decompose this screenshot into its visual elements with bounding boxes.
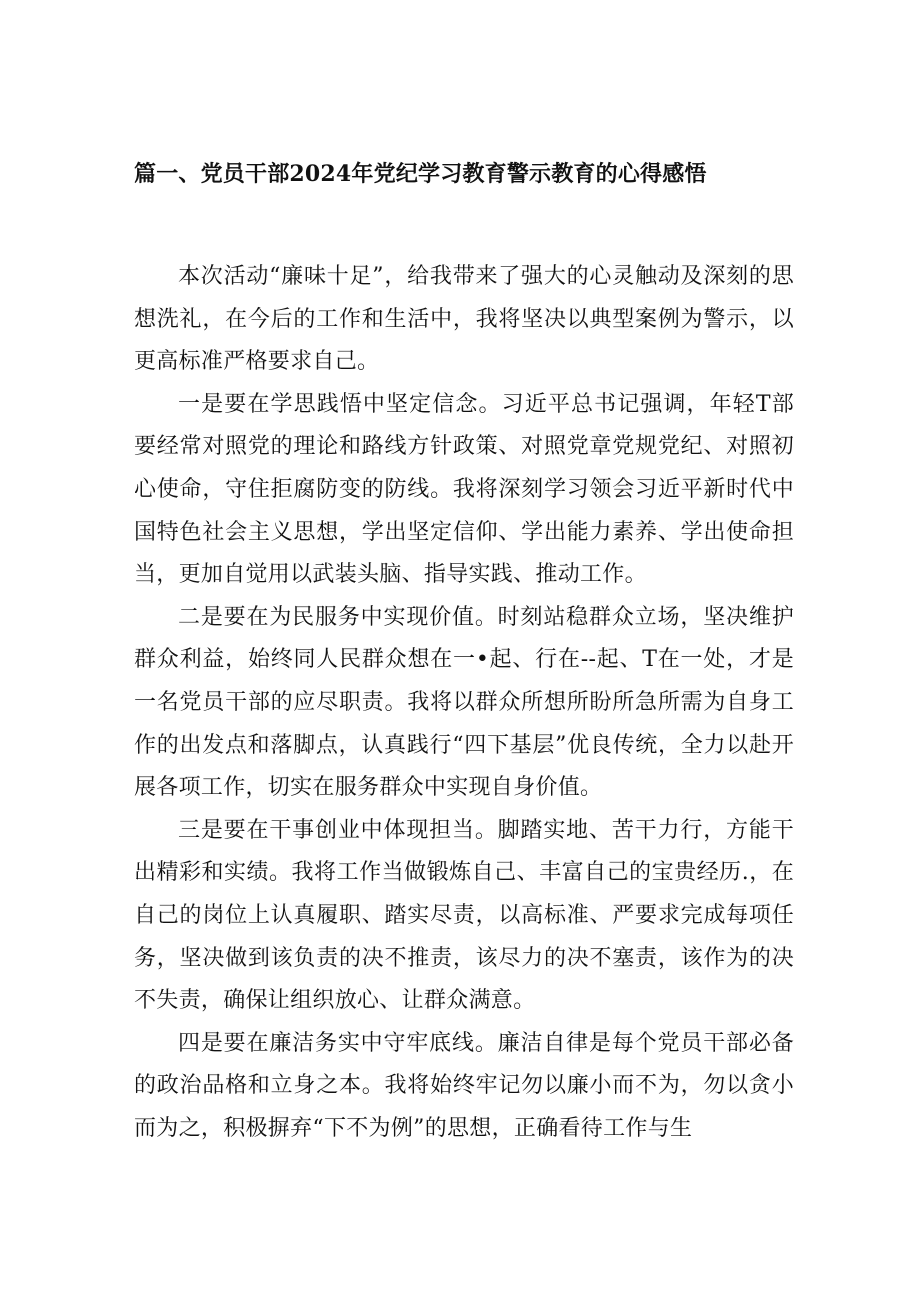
paragraph-point-one: 一是要在学思践悟中坚定信念。习近平总书记强调，年轻T部要经常对照党的理论和路线方针政策、对照党章党规党纪、对照初心使命，守住拒腐防变的防线。我将深刻学习领会习近平新时代中国特色社会主义思想，学出坚定信仰、学出能力素养、学出使命担当，更加自觉用以武装头脑、指导实践、推动工作。 (134, 391, 794, 588)
document-body (134, 256, 794, 1150)
paragraph-intro: 本次活动“廉味十足”，给我带来了强大的心灵触动及深刻的思想洗礼，在今后的工作和生活中，我将坚决以典型案例为警示，以更高标准严格要求自己。 (134, 264, 794, 375)
paragraph-point-three: 三是要在干事创业中体现担当。脚踏实地、苦干力行，方能干出精彩和实绩。我将工作当做锻炼自己、丰富自己的宝贵经历.，在自己的岗位上认真履职、踏实尽责，以高标准、严要求完成每项任务，坚决做到该负责的决不推责，该尽力的决不塞责，该作为的决不失责，确保让组织放心、让群众满意。 (134, 817, 794, 1014)
paragraph-point-two: 二是要在为民服务中实现价值。时刻站稳群众立场，坚决维护群众利益，始终同人民群众想在一•起、行在--起、T在一处，才是一名党员干部的应尽职责。我将以群众所想所盼所急所需为自身工作的出发点和落脚点，认真践行“四下基层”优良传统，全力以赴开展各项工作，切实在服务群众中实现自身价值。 (134, 604, 794, 801)
paragraph-point-four: 四是要在廉洁务实中守牢底线。廉洁自律是每个党员干部必备的政治品格和立身之本。我将始终牢记勿以廉小而不为，勿以贪小而为之，积极摒弃“下不为例”的思想，正确看待工作与生 (134, 1030, 794, 1141)
document-title: 篇一、党员干部2024年党纪学习教育警示教育的心得感悟 (134, 161, 707, 187)
